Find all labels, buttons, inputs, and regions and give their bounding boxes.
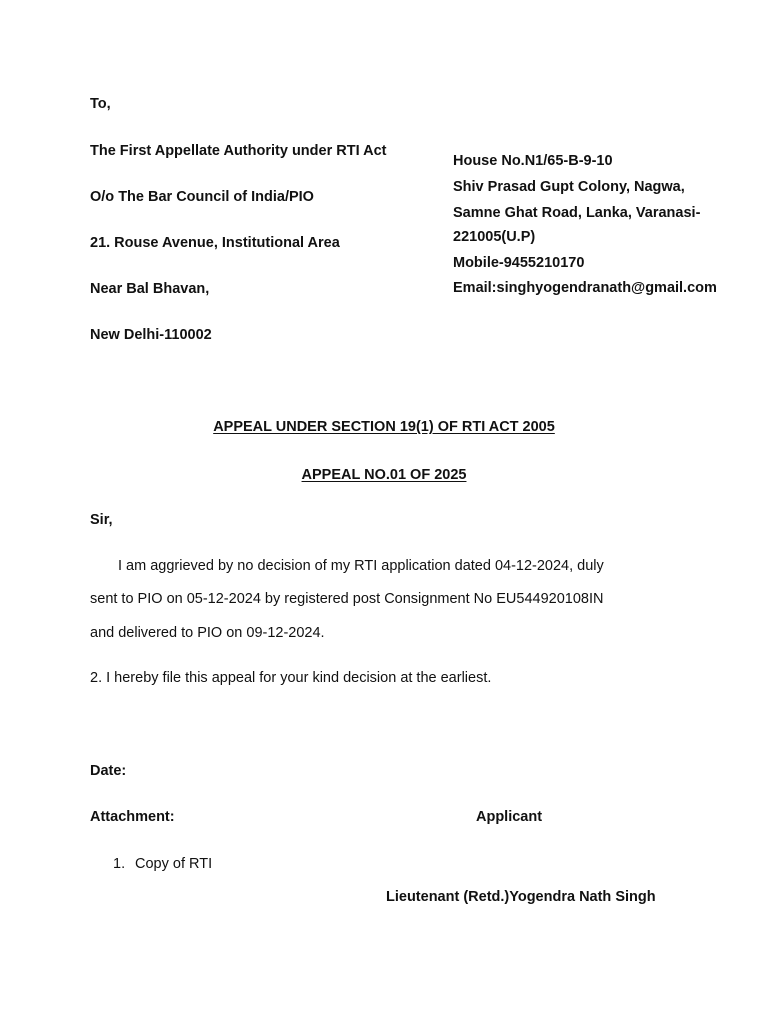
signatory-name: Lieutenant (Retd.)Yogendra Nath Singh (386, 889, 656, 905)
appeal-title: APPEAL UNDER SECTION 19(1) OF RTI ACT 2005 (213, 419, 555, 435)
to-salutation: To, (90, 96, 111, 112)
attachment-item-number: 1. (113, 856, 126, 872)
paragraph-1-line-1: I am aggrieved by no decision of my RTI application dated 04-12-2024, duly (118, 558, 604, 574)
sender-email: Email:singhyogendranath@gmail.com (453, 280, 717, 296)
paragraph-2: 2. I hereby file this appeal for your kind decision at the earliest. (90, 670, 492, 686)
sender-house: House No.N1/65-B-9-10 (453, 153, 613, 169)
attachment-item-text: Copy of RTI (135, 856, 213, 872)
sender-mobile: Mobile-9455210170 (453, 255, 585, 271)
applicant-label: Applicant (476, 809, 543, 825)
sir-salutation: Sir, (90, 512, 113, 528)
paragraph-1-line-2: sent to PIO on 05-12-2024 by registered post Consignment No EU544920108IN (90, 591, 604, 607)
paragraph-1-line-3: and delivered to PIO on 09-12-2024. (90, 625, 325, 641)
sender-road: Samne Ghat Road, Lanka, Varanasi- (453, 205, 701, 221)
appeal-number: APPEAL NO.01 OF 2025 (301, 467, 467, 483)
recipient-line-4: Near Bal Bhavan, (90, 281, 210, 297)
recipient-line-1: The First Appellate Authority under RTI Act (90, 143, 387, 159)
attachment-label: Attachment: (90, 809, 175, 825)
sender-colony: Shiv Prasad Gupt Colony, Nagwa, (453, 179, 685, 195)
recipient-line-3: 21. Rouse Avenue, Institutional Area (90, 235, 340, 251)
recipient-line-2: O/o The Bar Council of India/PIO (90, 189, 314, 205)
sender-pin: 221005(U.P) (453, 229, 536, 245)
date-label: Date: (90, 763, 127, 779)
recipient-line-5: New Delhi-110002 (90, 327, 212, 343)
